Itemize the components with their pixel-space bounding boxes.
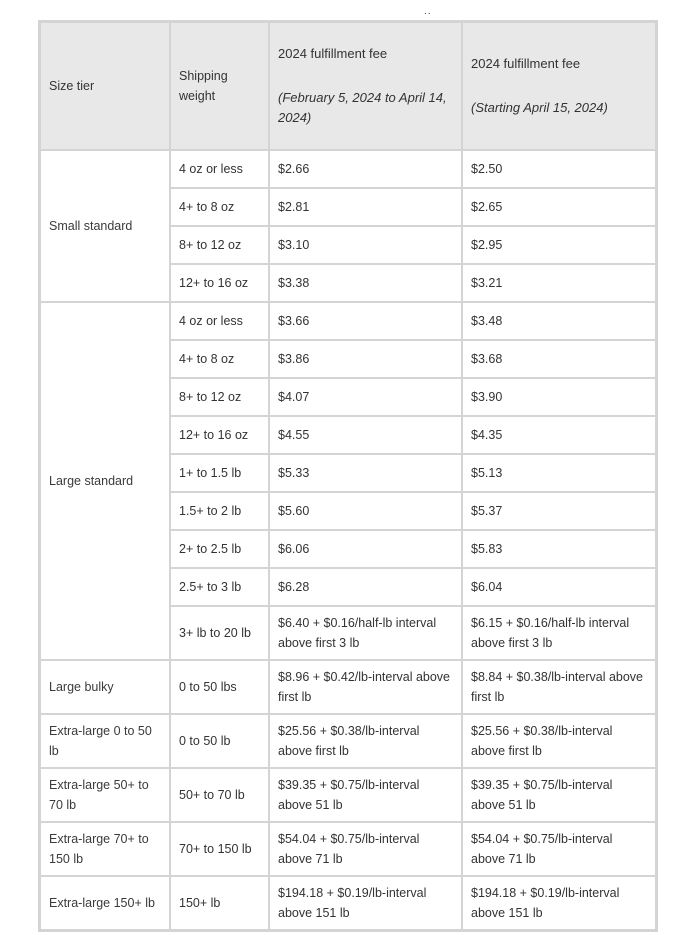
fee2-cell: $194.18 + $0.19/lb-interval above 151 lb [462,876,656,930]
size-tier-cell: Small standard [40,150,170,302]
fee2-cell: $8.84 + $0.38/lb-interval above first lb [462,660,656,714]
weight-cell: 1.5+ to 2 lb [170,492,269,530]
weight-cell: 12+ to 16 oz [170,416,269,454]
weight-cell: 3+ lb to 20 lb [170,606,269,660]
header-fee-period: (February 5, 2024 to April 14, 2024) [278,90,447,125]
top-marker: .. [424,6,432,17]
fee2-cell: $2.50 [462,150,656,188]
weight-cell: 4 oz or less [170,150,269,188]
header-fee-from-apr15 [462,22,656,150]
fee1-cell: $8.96 + $0.42/lb-interval above first lb [269,660,462,714]
header-fee-title: 2024 fulfillment fee [278,46,388,61]
fee2-cell: $3.90 [462,378,656,416]
fee1-cell: $3.86 [269,340,462,378]
size-tier-cell: Extra-large 70+ to 150 lb [40,822,170,876]
fee1-cell: $25.56 + $0.38/lb-interval above first lb [269,714,462,768]
table-row [40,302,656,340]
fee2-cell: $5.37 [462,492,656,530]
fee2-cell: $6.04 [462,568,656,606]
fee1-cell: $6.40 + $0.16/half-lb interval above first 3 lb [269,606,462,660]
fee1-cell: $3.66 [269,302,462,340]
fee1-cell: $2.66 [269,150,462,188]
fee1-cell: $5.33 [269,454,462,492]
fee1-cell: $54.04 + $0.75/lb-interval above 71 lb [269,822,462,876]
fulfillment-fee-table [38,20,658,932]
header-fee-period: (Starting April 15, 2024) [471,100,608,115]
weight-cell: 2+ to 2.5 lb [170,530,269,568]
fee1-cell: $3.10 [269,226,462,264]
size-tier-cell: Extra-large 0 to 50 lb [40,714,170,768]
weight-cell: 0 to 50 lbs [170,660,269,714]
weight-cell: 1+ to 1.5 lb [170,454,269,492]
size-tier-cell: Large bulky [40,660,170,714]
fee2-cell: $2.95 [462,226,656,264]
fee1-cell: $194.18 + $0.19/lb-interval above 151 lb [269,876,462,930]
header-size-tier: Size tier [40,22,170,150]
table-row [40,876,656,930]
weight-cell: 4 oz or less [170,302,269,340]
fee2-cell: $3.68 [462,340,656,378]
fee1-cell: $2.81 [269,188,462,226]
size-tier-cell: Large standard [40,302,170,660]
header-shipping-weight: Shipping weight [170,22,269,150]
weight-cell: 8+ to 12 oz [170,378,269,416]
fee2-cell: $6.15 + $0.16/half-lb interval above first 3 lb [462,606,656,660]
fee1-cell: $6.06 [269,530,462,568]
weight-cell: 0 to 50 lb [170,714,269,768]
fee2-cell: $5.83 [462,530,656,568]
header-row [40,22,656,150]
fee2-cell: $2.65 [462,188,656,226]
table-row [40,768,656,822]
size-tier-cell: Extra-large 50+ to 70 lb [40,768,170,822]
weight-cell: 70+ to 150 lb [170,822,269,876]
fee2-cell: $39.35 + $0.75/lb-interval above 51 lb [462,768,656,822]
size-tier-cell: Extra-large 150+ lb [40,876,170,930]
weight-cell: 2.5+ to 3 lb [170,568,269,606]
table-row [40,822,656,876]
weight-cell: 8+ to 12 oz [170,226,269,264]
fee1-cell: $3.38 [269,264,462,302]
table-row [40,150,656,188]
fee2-cell: $4.35 [462,416,656,454]
fee2-cell: $54.04 + $0.75/lb-interval above 71 lb [462,822,656,876]
table-row [40,714,656,768]
header-fee-title: 2024 fulfillment fee [471,56,581,71]
weight-cell: 4+ to 8 oz [170,188,269,226]
header-fee-feb-apr [269,22,462,150]
fee2-cell: $25.56 + $0.38/lb-interval above first lb [462,714,656,768]
fee1-cell: $6.28 [269,568,462,606]
fee1-cell: $4.07 [269,378,462,416]
weight-cell: 4+ to 8 oz [170,340,269,378]
table-row [40,660,656,714]
fee1-cell: $39.35 + $0.75/lb-interval above 51 lb [269,768,462,822]
weight-cell: 50+ to 70 lb [170,768,269,822]
fee2-cell: $3.48 [462,302,656,340]
fee2-cell: $5.13 [462,454,656,492]
fee1-cell: $4.55 [269,416,462,454]
weight-cell: 12+ to 16 oz [170,264,269,302]
fee2-cell: $3.21 [462,264,656,302]
fee1-cell: $5.60 [269,492,462,530]
weight-cell: 150+ lb [170,876,269,930]
